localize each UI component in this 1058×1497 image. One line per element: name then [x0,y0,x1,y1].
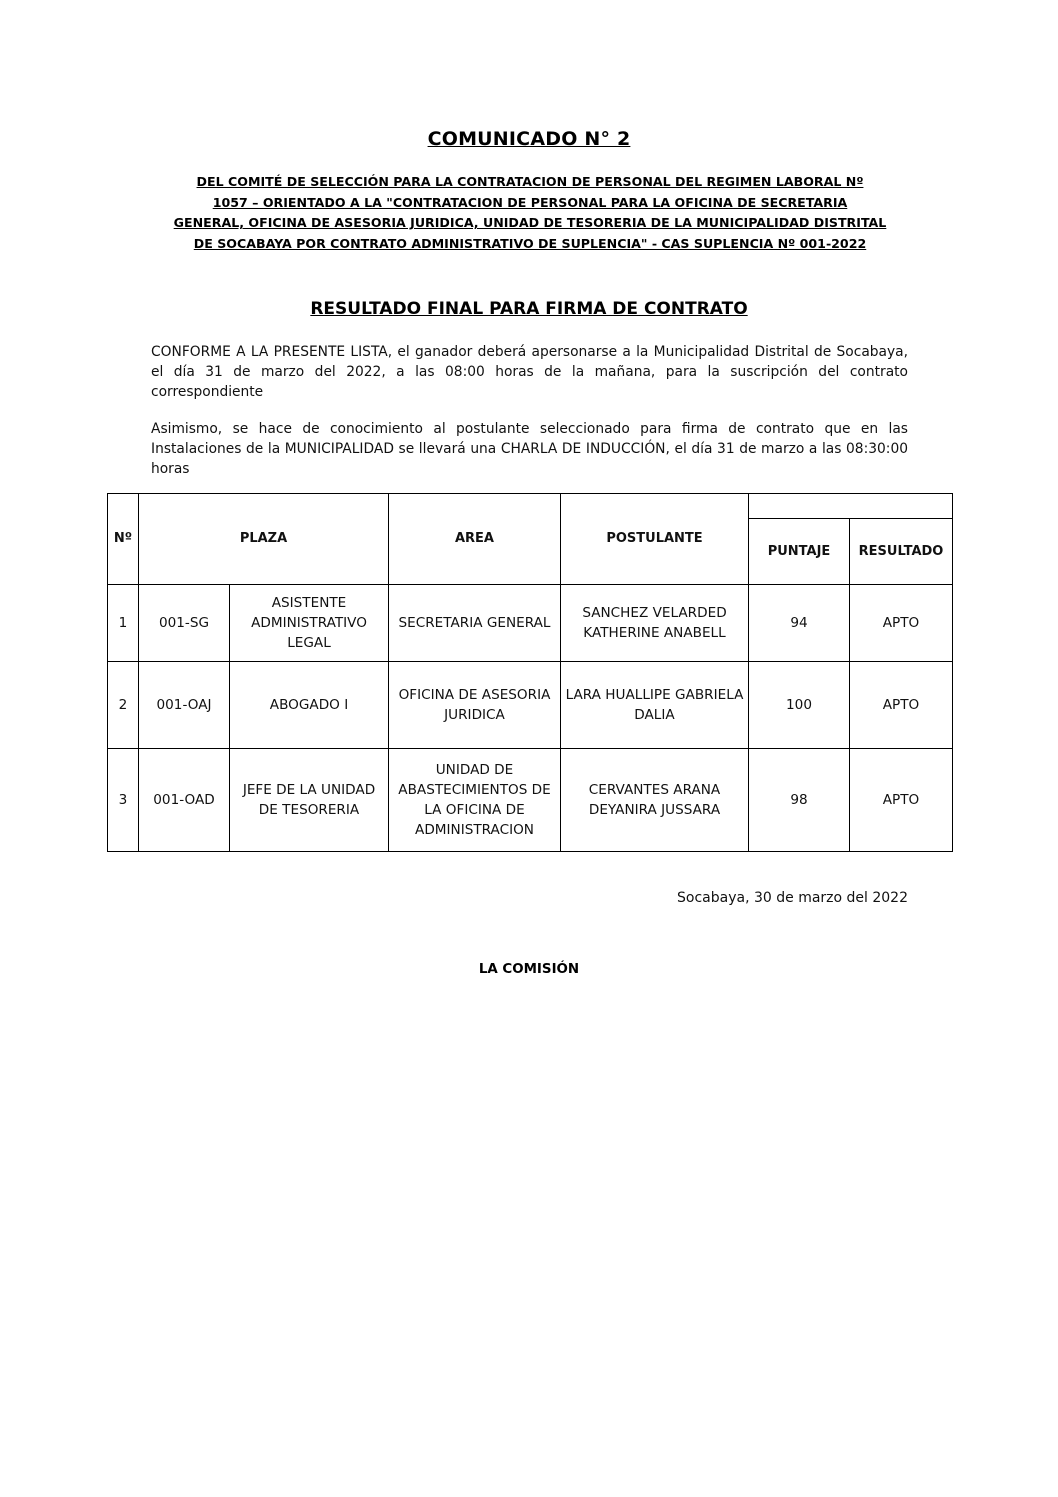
document-title: COMUNICADO N° 2 [427,128,631,150]
header-num: Nº [108,494,139,585]
subtitle-line: DEL COMITÉ DE SELECCIÓN PARA LA CONTRATACION DE PERSONAL DEL REGIMEN LABORAL Nº [196,174,864,189]
table-row [108,749,953,852]
header-puntaje: PUNTAJE [749,519,850,585]
place-date: Socabaya, 30 de marzo del 2022 [677,890,908,906]
header-postulante: POSTULANTE [561,494,749,585]
header-area: AREA [389,494,561,585]
cell-resultado: APTO [850,585,953,662]
cell-area: UNIDAD DE ABASTECIMIENTOS DE LA OFICINA DE ADMINISTRACION [389,749,561,852]
header-group-blank [749,494,953,519]
subtitle-line: GENERAL, OFICINA DE ASESORIA JURIDICA, UNIDAD DE TESORERIA DE LA MUNICIPALIDAD DISTRITAL [173,215,887,230]
document-subtitle [160,172,900,254]
cell-plaza: ASISTENTE ADMINISTRATIVO LEGAL [230,585,389,662]
results-table [107,493,953,852]
cell-puntaje: 94 [749,585,850,662]
header-resultado: RESULTADO [850,519,953,585]
table-row [108,585,953,662]
cell-area: OFICINA DE ASESORIA JURIDICA [389,662,561,749]
cell-plaza: ABOGADO I [230,662,389,749]
section-title: RESULTADO FINAL PARA FIRMA DE CONTRATO [310,299,748,319]
cell-postulante: LARA HUALLIPE GABRIELA DALIA [561,662,749,749]
signature-label: LA COMISIÓN [478,962,580,977]
cell-puntaje: 98 [749,749,850,852]
cell-num: 2 [108,662,139,749]
table-row [108,662,953,749]
subtitle-line: 1057 – ORIENTADO A LA "CONTRATACION DE PERSONAL PARA LA OFICINA DE SECRETARIA [212,194,848,210]
cell-num: 3 [108,749,139,852]
cell-num: 1 [108,585,139,662]
cell-postulante: SANCHEZ VELARDED KATHERINE ANABELL [561,585,749,662]
cell-area: SECRETARIA GENERAL [389,585,561,662]
paragraph-schedule: CONFORME A LA PRESENTE LISTA, el ganador deberá apersonarse a la Municipalidad Distrital de Socabaya, el día 31 de marzo del 2022, a las 08:00 horas de la mañana, para la suscripción del contrato correspondiente [151,344,908,400]
cell-resultado: APTO [850,662,953,749]
paragraph-induction: Asimismo, se hace de conocimiento al postulante seleccionado para firma de contrato que en las Instalaciones de la MUNICIPALIDAD se llevará una CHARLA DE INDUCCIÓN, el día 31 de marzo a las 08:30:00 horas [151,421,908,477]
cell-postulante: CERVANTES ARANA DEYANIRA JUSSARA [561,749,749,852]
table-header-row [108,494,953,519]
subtitle-line: DE SOCABAYA POR CONTRATO ADMINISTRATIVO DE SUPLENCIA" - CAS SUPLENCIA Nº 001-2022 [193,235,867,251]
cell-code: 001-OAD [139,749,230,852]
cell-plaza: JEFE DE LA UNIDAD DE TESORERIA [230,749,389,852]
cell-code: 001-SG [139,585,230,662]
cell-code: 001-OAJ [139,662,230,749]
cell-resultado: APTO [850,749,953,852]
cell-puntaje: 100 [749,662,850,749]
header-plaza: PLAZA [139,494,389,585]
